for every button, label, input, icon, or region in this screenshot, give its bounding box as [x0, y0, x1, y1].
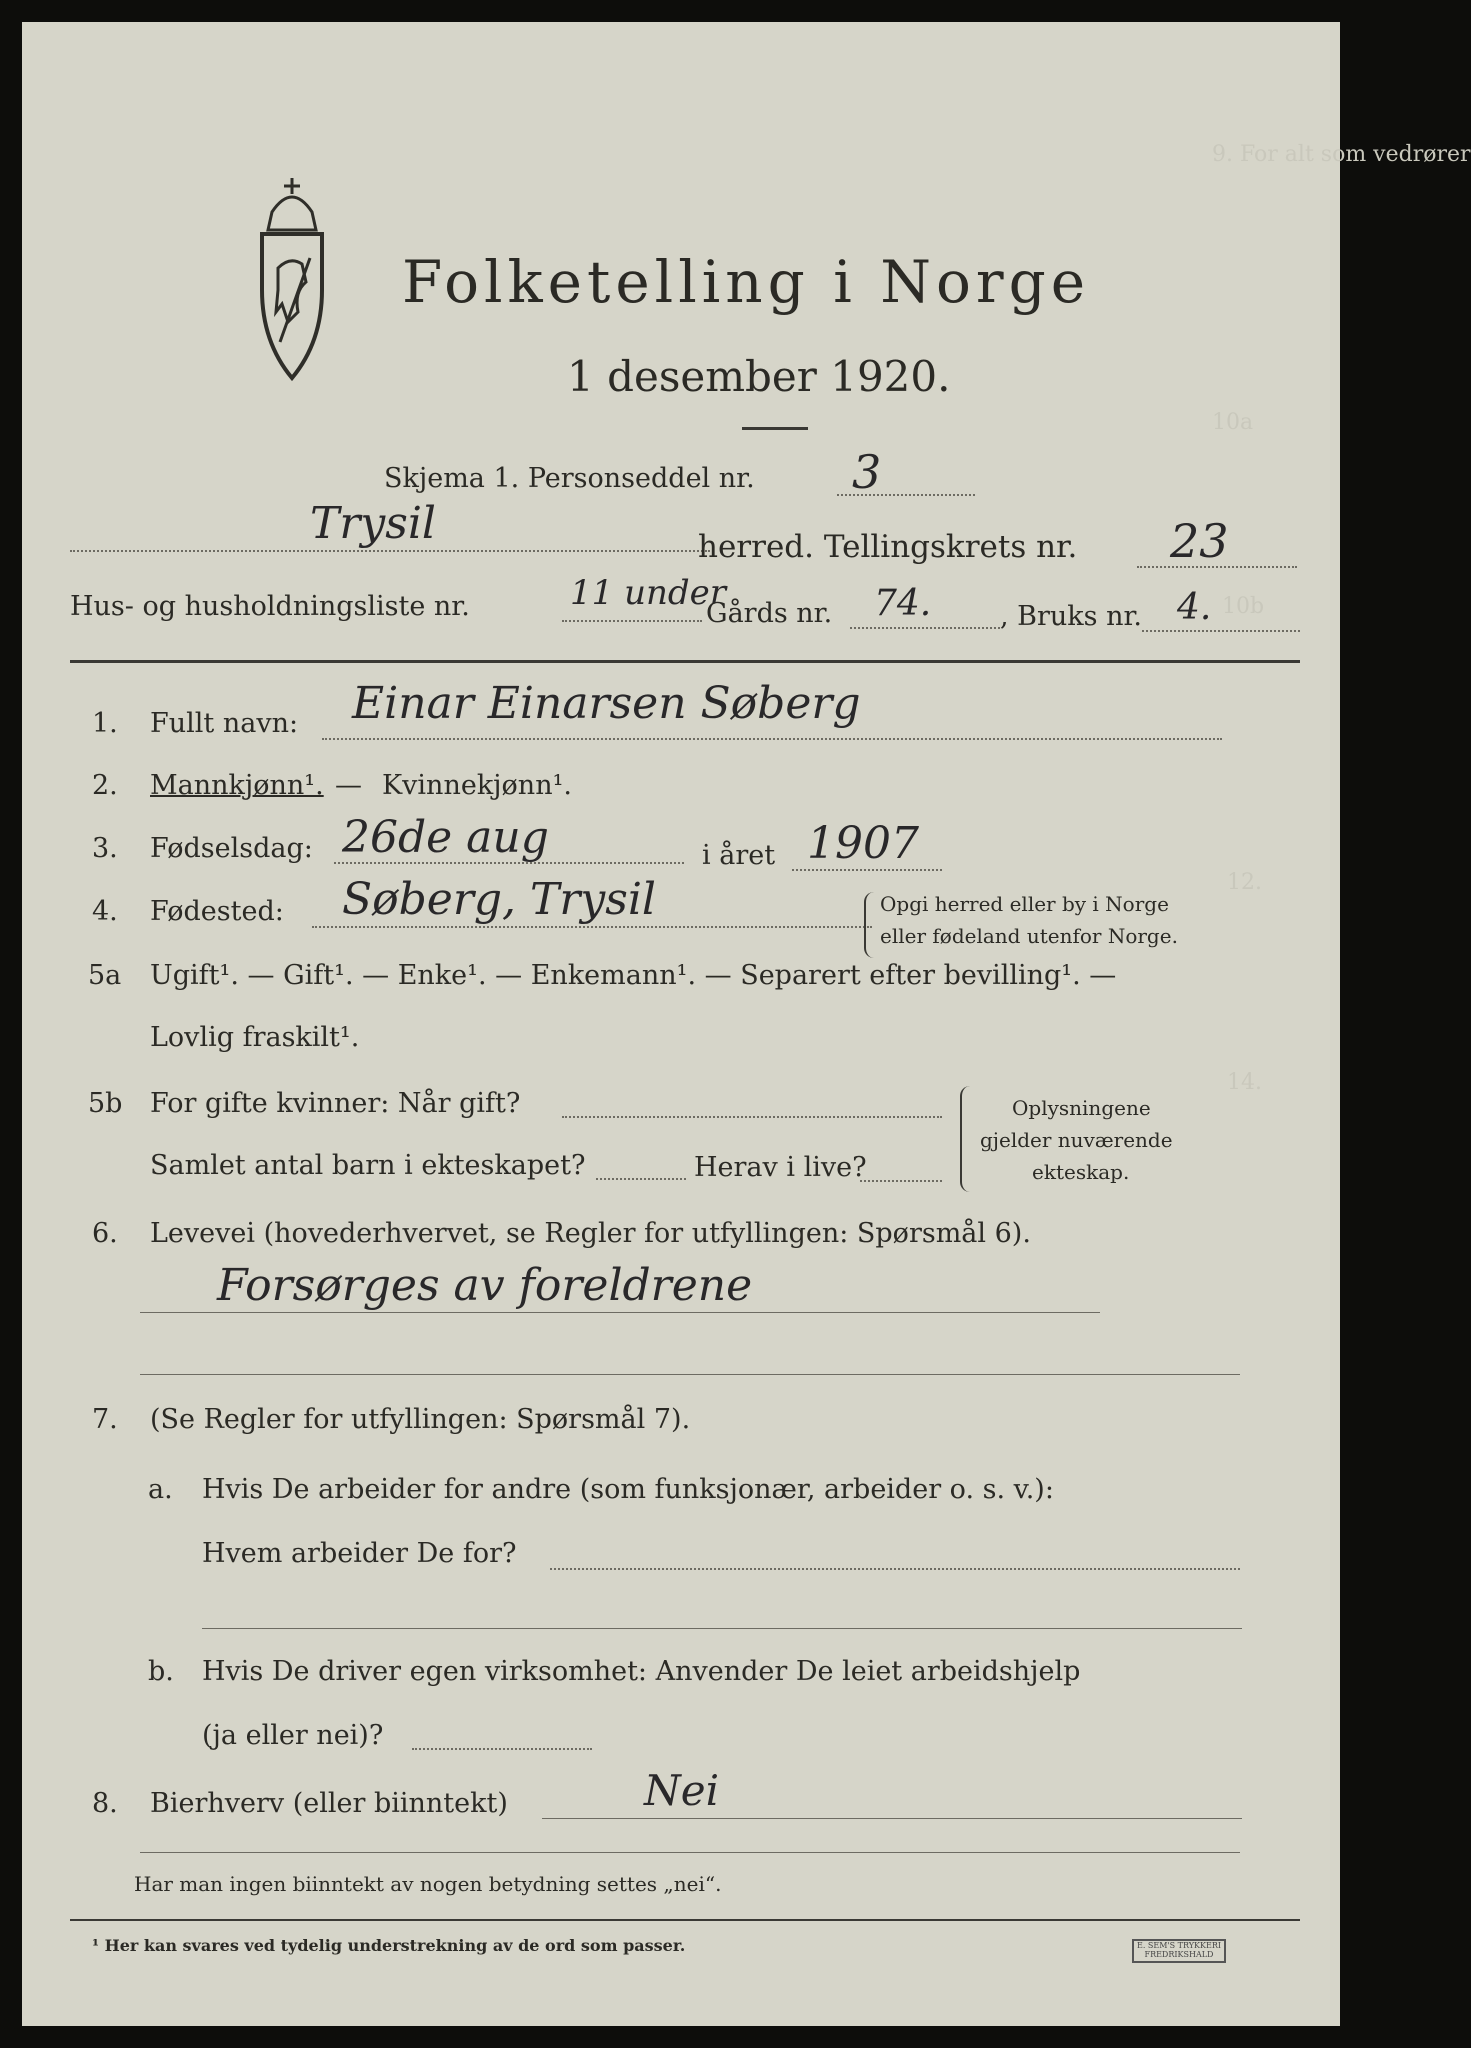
census-form-sheet	[22, 22, 1471, 2026]
q4-note-line2: eller fødeland utenfor Norge.	[880, 924, 1178, 948]
q7-label: (Se Regler for utfyllingen: Spørsmål 7).	[150, 1404, 691, 1435]
fill-line	[792, 869, 942, 871]
q1-number: 1.	[92, 708, 118, 739]
birth-year-value[interactable]: 1907	[807, 818, 919, 869]
hire-help-fill-line[interactable]	[412, 1748, 592, 1750]
schema-label: Skjema 1. Personseddel nr.	[384, 463, 755, 494]
q7a-employer-label: Hvem arbeider De for?	[202, 1538, 517, 1569]
fill-line	[1142, 630, 1300, 632]
q5b-note-line3: ekteskap.	[1032, 1160, 1130, 1184]
q4-number: 4.	[92, 896, 118, 927]
full-name-value[interactable]: Einar Einarsen Søberg	[352, 678, 861, 729]
footnote-text: ¹ Her kan svares ved tydelig understrekning av de ord som passer.	[92, 1936, 686, 1955]
q5b-number: 5b	[88, 1088, 123, 1119]
fill-line	[322, 738, 1222, 740]
q2-female-option[interactable]: Kvinnekjønn¹.	[382, 770, 572, 801]
fill-line	[562, 620, 702, 622]
herred-value[interactable]: Trysil	[310, 498, 436, 549]
note-brace	[864, 892, 874, 958]
q6-label: Levevei (hovederhvervet, se Regler for utfyllingen: Spørsmål 6).	[150, 1218, 1031, 1249]
gards-value[interactable]: 74.	[874, 583, 932, 624]
q8-label: Bierhverv (eller biinntekt)	[150, 1788, 508, 1819]
bleed-through-text: 9. For alt som vedrører	[1212, 142, 1471, 167]
q1-label: Fullt navn:	[150, 708, 299, 739]
bruks-label: , Bruks nr.	[1000, 601, 1143, 632]
q5a-options-continued[interactable]: Lovlig fraskilt¹.	[150, 1022, 360, 1053]
herred-label: herred. Tellingskrets nr.	[698, 529, 1078, 565]
footnote-divider	[70, 1919, 1300, 1921]
form-title: Folketelling i Norge	[402, 248, 1091, 316]
birthplace-value[interactable]: Søberg, Trysil	[342, 874, 656, 925]
q3-number: 3.	[92, 833, 118, 864]
fill-line	[140, 1374, 1240, 1375]
bleed-through-text: 10b	[1222, 594, 1265, 619]
q7-number: 7.	[92, 1404, 118, 1435]
q5a-number: 5a	[88, 960, 122, 991]
q5b-label-married: For gifte kvinner: Når gift?	[150, 1088, 521, 1119]
fill-line	[70, 550, 710, 552]
q7b-question: Hvis De driver egen virksomhet: Anvender De leiet arbeidshjelp	[202, 1656, 1081, 1687]
q5a-options[interactable]: Ugift¹. — Gift¹. — Enke¹. — Enkemann¹. — Separert efter bevilling¹. —	[150, 960, 1117, 991]
q5b-label-alive: Herav i live?	[694, 1152, 867, 1183]
fill-line	[542, 1818, 1242, 1819]
gards-label: Gårds nr.	[706, 598, 833, 629]
tellingskrets-value[interactable]: 23	[1170, 514, 1229, 568]
fill-line	[850, 627, 1000, 629]
title-divider	[742, 427, 808, 430]
q7b-yes-no-label: (ja eller nei)?	[202, 1720, 384, 1751]
q4-note-line1: Opgi herred eller by i Norge	[880, 892, 1169, 916]
side-income-value[interactable]: Nei	[644, 1766, 720, 1815]
q2-male-option[interactable]: Mannkjønn¹.	[150, 770, 324, 801]
occupation-value[interactable]: Forsørges av foreldrene	[217, 1260, 753, 1311]
census-date: 1 desember 1920.	[567, 352, 951, 401]
q5b-note-line2: gjelder nuværende	[980, 1128, 1173, 1152]
q7a-question: Hvis De arbeider for andre (som funksjonær, arbeider o. s. v.):	[202, 1474, 1054, 1505]
q2-separator: —	[335, 770, 362, 801]
q7a-letter: a.	[148, 1474, 173, 1505]
q3-label: Fødselsdag:	[150, 833, 313, 864]
printer-stamp: E. SEM'S TRYKKERI FREDRIKSHALD	[1132, 1939, 1226, 1963]
fill-line	[596, 1178, 686, 1180]
bleed-through-text: 12.	[1227, 870, 1262, 895]
bleed-through-text: 14.	[1227, 1070, 1262, 1095]
bruks-value[interactable]: 4.	[1177, 587, 1212, 628]
q4-label: Fødested:	[150, 896, 284, 927]
fill-line	[140, 1312, 1100, 1313]
fill-line	[202, 1628, 1242, 1629]
fill-line	[562, 1116, 942, 1118]
note-brace	[960, 1086, 972, 1192]
q8-number: 8.	[92, 1788, 118, 1819]
q2-number: 2.	[92, 770, 118, 801]
employer-fill-line[interactable]	[550, 1568, 1240, 1570]
q6-number: 6.	[92, 1218, 118, 1249]
birthday-value[interactable]: 26de aug	[342, 812, 549, 863]
personseddel-number-value[interactable]: 3	[852, 445, 882, 499]
footer-note: Har man ingen biinntekt av nogen betydning settes „nei“.	[134, 1872, 722, 1896]
q5b-note-line1: Oplysningene	[1012, 1096, 1151, 1120]
bleed-through-text: 10a	[1212, 410, 1254, 435]
husholdningsliste-value[interactable]: 11 under	[570, 573, 727, 613]
footer-divider	[140, 1852, 1240, 1853]
q7b-letter: b.	[148, 1656, 174, 1687]
fill-line	[860, 1180, 942, 1182]
hus-label: Hus- og husholdningsliste nr.	[70, 591, 470, 622]
q5b-label-children: Samlet antal barn i ekteskapet?	[150, 1150, 586, 1181]
q3-year-label: i året	[702, 840, 776, 871]
fill-line	[312, 926, 872, 928]
section-divider	[70, 660, 1300, 663]
norwegian-coat-of-arms-icon	[232, 172, 352, 392]
